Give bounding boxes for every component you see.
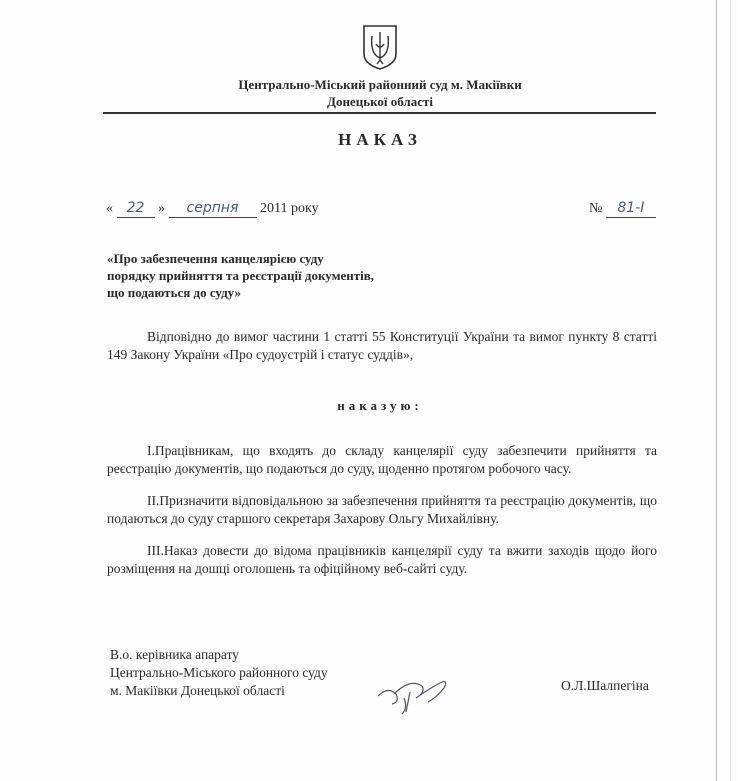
number-value: 81-I <box>617 200 645 216</box>
subject-line: порядку прийняття та реєстрації документів, <box>107 268 375 283</box>
date-month: серпня <box>186 200 239 216</box>
order-subject <box>107 250 374 301</box>
subject-line: що подаються до суду» <box>107 285 241 300</box>
signatory-line: Центрально-Міського районного суду <box>110 665 328 680</box>
date-day: 22 <box>126 200 145 216</box>
basis-paragraph: Відповідно до вимог частини 1 статті 55 Конституції України та вимог пункту 8 статті 149 Закону України «Про судоустрій і статус суддів», <box>107 329 657 362</box>
scan-edge-outer <box>730 0 731 781</box>
court-region: Донецької області <box>327 94 433 109</box>
number-prefix: № <box>589 201 603 216</box>
court-name: Центрально-Міський районний суд м. Макіївки <box>238 77 522 92</box>
handwritten-signature-icon <box>370 668 460 716</box>
order-item-1: I.Працівникам, що входять до складу канцелярії суду забезпечити прийняття та реєстрацію документів, що подаються до суду, щоденно протягом робочого часу. <box>107 443 657 476</box>
subject-line: «Про забезпечення канцелярією суду <box>107 251 324 266</box>
order-heading: наказую: <box>337 398 423 413</box>
signatory-line: В.о. керівника апарату <box>110 647 240 662</box>
order-item-3: III.Наказ довести до відома працівників канцелярії суду та вжити заходів щодо його розміщення на дошці оголошень та офіційному веб-сайті суду. <box>107 543 657 576</box>
order-item-2: II.Призначити відповідальною за забезпечення прийняття та реєстрацію документів, що подаються до суду старшого секретаря Захарову Ольгу Михайлівну. <box>107 493 657 526</box>
date-close-quote: » <box>158 201 165 216</box>
number-field <box>606 200 656 218</box>
signatory-line: м. Макіївки Донецької області <box>110 683 285 698</box>
order-date <box>106 200 319 218</box>
date-open-quote: « <box>106 201 113 216</box>
date-month-field <box>169 200 257 218</box>
signer-name: О.Л.Шалпегіна <box>561 678 649 693</box>
trident-coat-of-arms-icon <box>360 24 400 70</box>
header-divider <box>103 112 656 114</box>
date-day-field <box>117 200 155 218</box>
scan-edge <box>716 0 717 781</box>
signatory-title <box>110 646 328 700</box>
date-year: 2011 року <box>260 201 319 216</box>
document-title: НАКАЗ <box>338 130 422 149</box>
order-number <box>589 200 656 218</box>
